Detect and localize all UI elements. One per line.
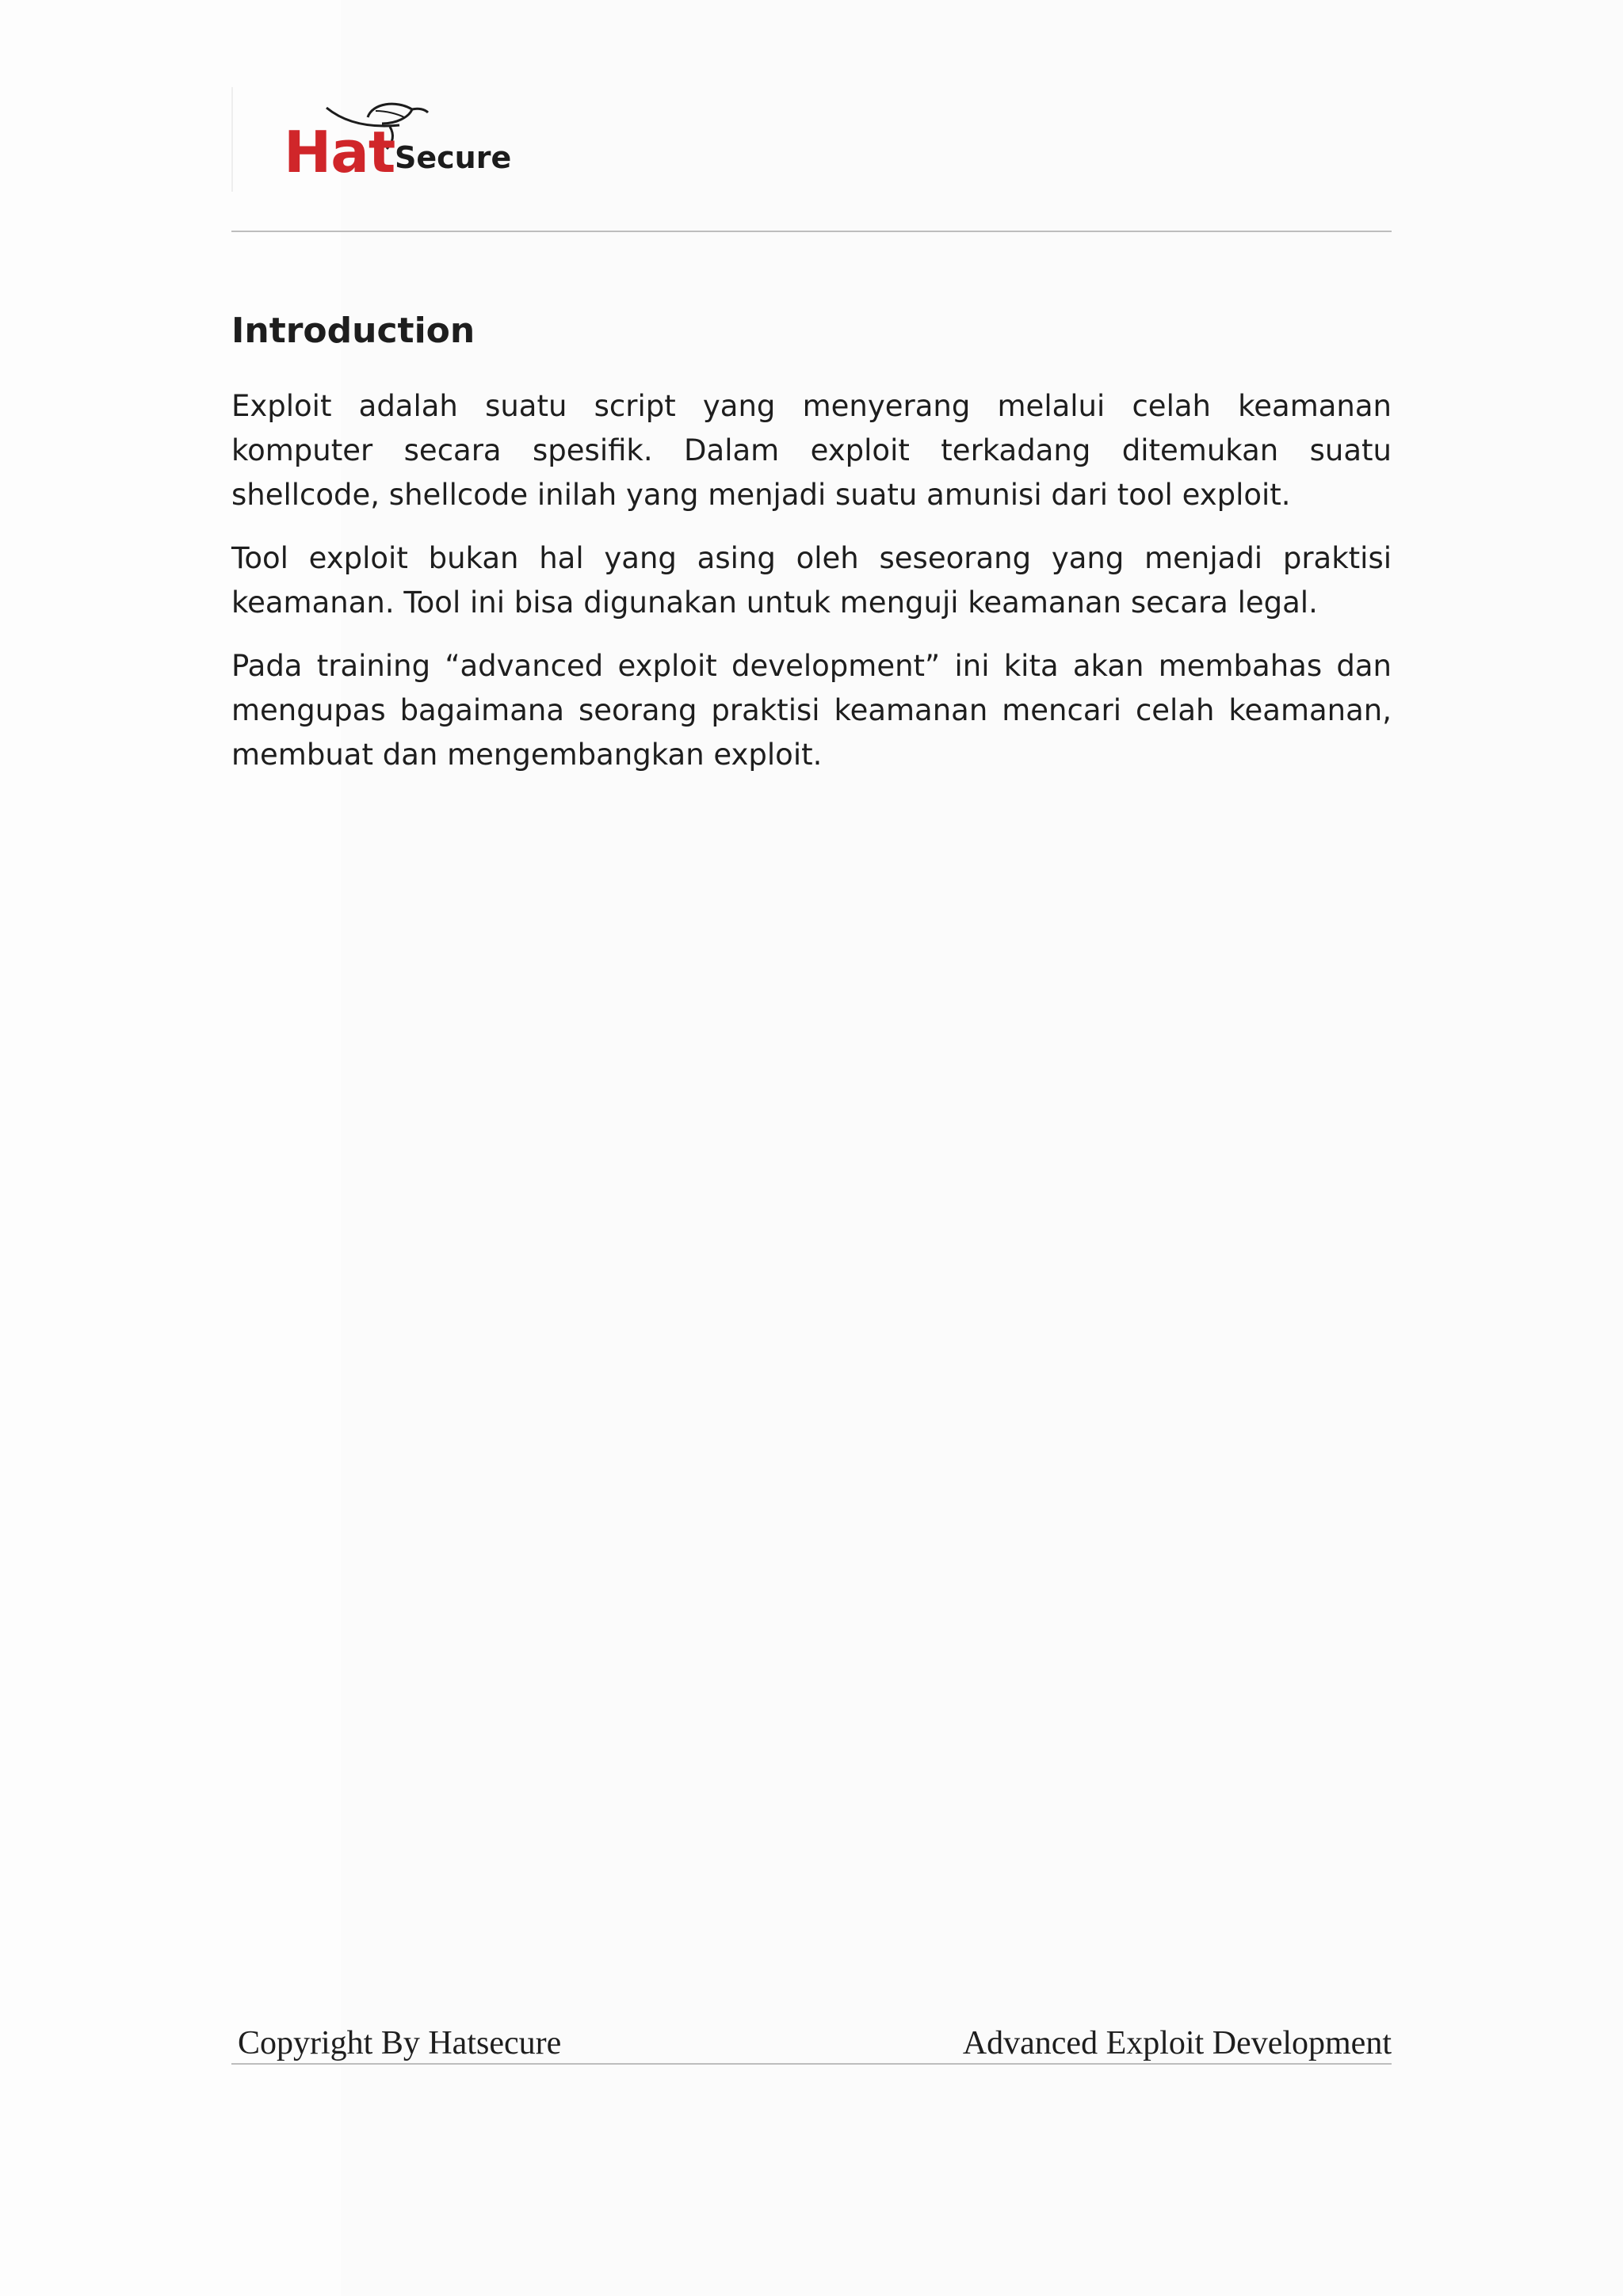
section-title: Introduction: [231, 311, 475, 351]
paragraph: Tool exploit bukan hal yang asing oleh seseorang yang menjadi praktisi keamanan. Tool ini bisa digunakan untuk menguji keamanan secara legal.: [231, 541, 1392, 620]
header-divider: [231, 231, 1392, 232]
footer-copyright: Copyright By Hatsecure: [238, 2025, 562, 2061]
paragraph: Exploit adalah suatu script yang menyerang melalui celah keamanan komputer secara spesifik. Dalam exploit terkadang ditemukan suatu shellcode, shellcode inilah yang menjadi suatu amunisi dari tool exploit.: [231, 389, 1392, 512]
main-content: [231, 309, 1392, 796]
footer-document-title: Advanced Exploit Development: [962, 2025, 1392, 2061]
hatsecure-logo: [231, 86, 548, 196]
footer-divider: [231, 2063, 1392, 2065]
logo-brand-primary: Hat: [284, 119, 395, 185]
paragraph: Pada training “advanced exploit development” ini kita akan membahas dan mengupas bagaimana seorang praktisi keamanan mencari celah keamanan, membuat dan mengembangkan exploit.: [231, 649, 1392, 772]
page-header: [231, 86, 1392, 232]
logo-brand-secondary: Secure: [395, 140, 512, 175]
logo-frame-line: [231, 87, 233, 192]
page-footer: [231, 2025, 1392, 2065]
